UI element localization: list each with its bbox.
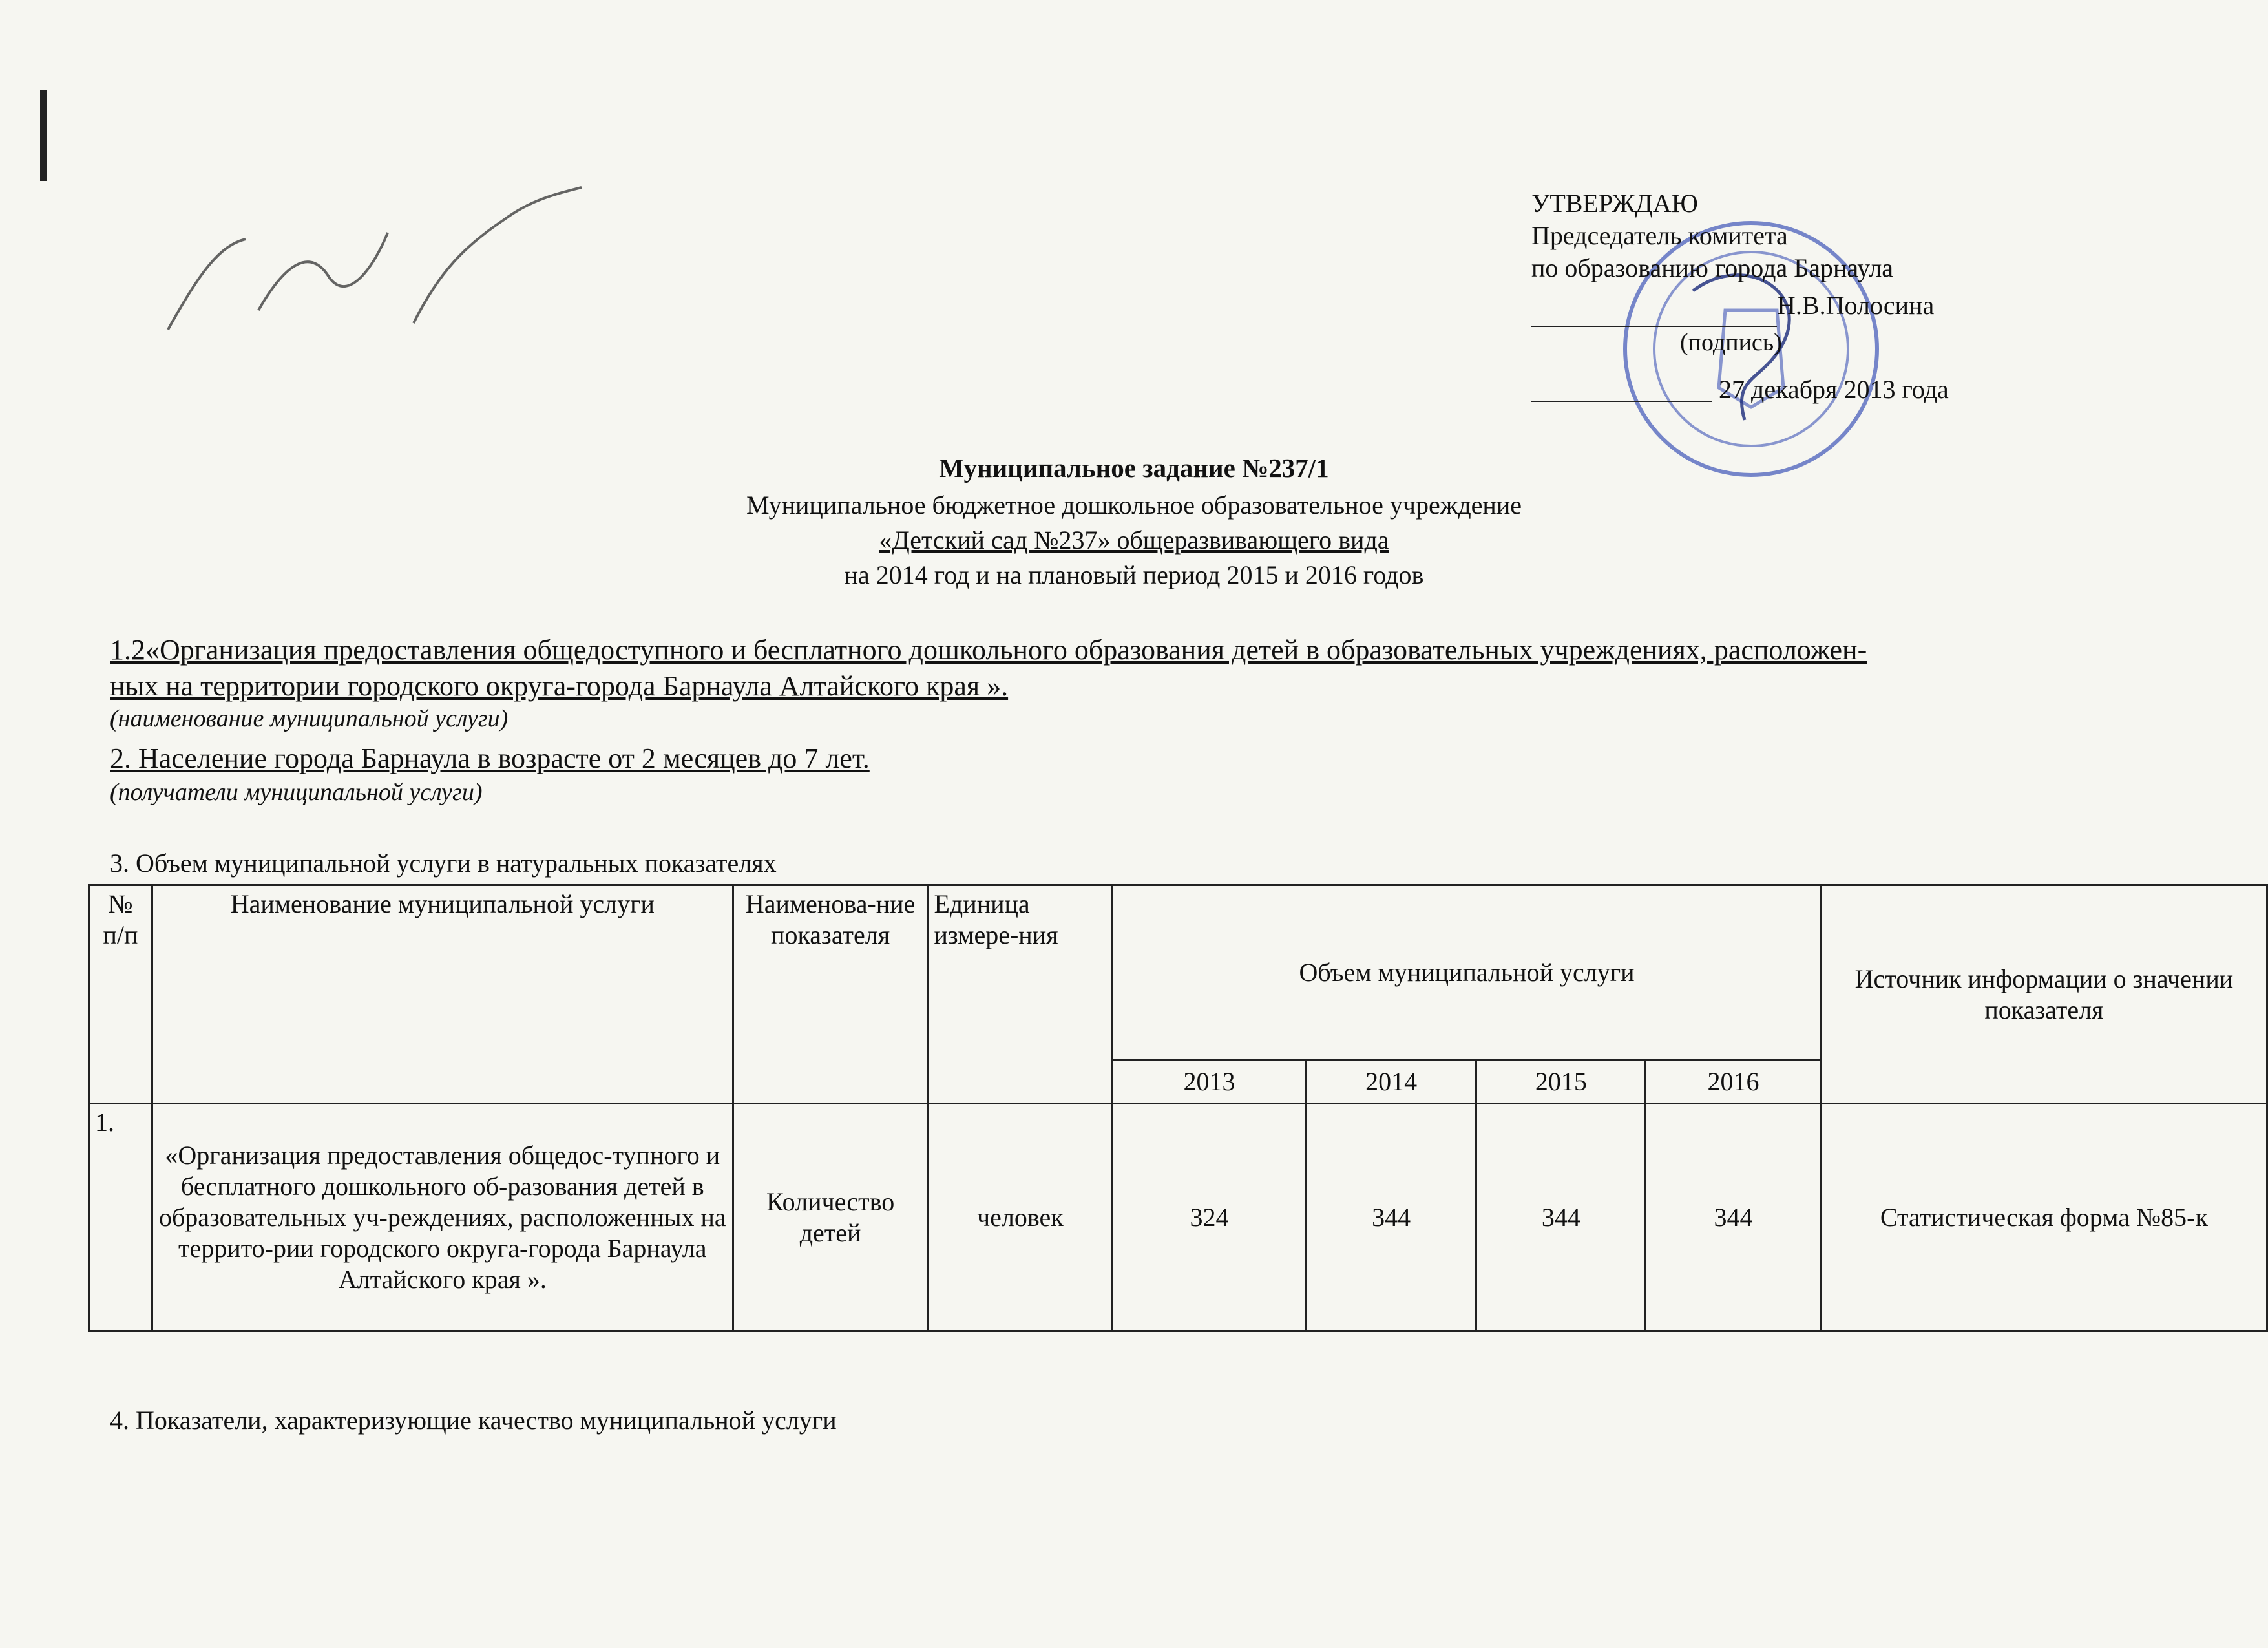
margin-mark: [40, 90, 47, 181]
service-name-line1: 1.2«Организация предоставления общедоступного и бесплатного дошкольного образования детей в образовательных учреждениях, расположен-: [110, 634, 1867, 666]
service-recipients: 2. Население города Барнаула в возрасте от 2 месяцев до 7 лет.: [110, 743, 870, 774]
document-title: Муниципальное задание №237/1: [939, 453, 1329, 483]
header-volume: Объем муниципальной услуги: [1113, 885, 1822, 1060]
date-line: [1531, 401, 1712, 402]
approval-date: 27 декабря 2013 года: [1719, 375, 1949, 404]
row-value-2014: 344: [1306, 1104, 1476, 1331]
signature-label: (подпись): [1680, 329, 1782, 356]
header-service: Наименование муниципальной услуги: [152, 885, 733, 1104]
approver-name: Н.В.Полосина: [1777, 291, 1935, 320]
header-indicator: Наименова-ние показателя: [733, 885, 928, 1104]
header-year: 2014: [1306, 1060, 1476, 1104]
row-value-2016: 344: [1646, 1104, 1822, 1331]
institution-name: «Детский сад №237» общеразвивающего вида: [879, 525, 1389, 555]
header-num: № п/п: [89, 885, 152, 1104]
row-service: «Организация предоставления общедос-тупного и бесплатного дошкольного об-разования детей в образовательных уч-реждениях, расположенных на террито-рии городского округа-города Барнаула Алтайского края ».: [152, 1104, 733, 1331]
approval-title: УТВЕРЖДАЮ: [1531, 189, 1698, 218]
row-unit: человек: [928, 1104, 1113, 1331]
approval-position-dept: по образованию города Барнаула: [1531, 253, 1894, 282]
row-value-2013: 324: [1113, 1104, 1307, 1331]
header-unit: Единица измере-ния: [928, 885, 1113, 1104]
header-year: 2016: [1646, 1060, 1822, 1104]
handwritten-note: [52, 116, 633, 336]
row-indicator: Количество детей: [733, 1104, 928, 1331]
institution-type: Муниципальное бюджетное дошкольное образовательное учреждение: [746, 491, 1522, 520]
volume-heading: 3. Объем муниципальной услуги в натуральных показателях: [110, 849, 777, 878]
header-source: Источник информации о значении показателя: [1821, 885, 2267, 1104]
row-num: 1.: [89, 1104, 152, 1331]
service-name-note: (наименование муниципальной услуги): [110, 705, 509, 732]
table-row: [89, 1104, 2267, 1331]
service-name-line2: ных на территории городского округа-города Барнаула Алтайского края ».: [110, 670, 1009, 702]
service-recipients-note: (получатели муниципальной услуги): [110, 779, 483, 806]
row-value-2015: 344: [1476, 1104, 1646, 1331]
approval-position: Председатель комитета: [1531, 221, 1788, 250]
plan-period: на 2014 год и на плановый период 2015 и 2016 годов: [844, 560, 1424, 589]
header-year: 2015: [1476, 1060, 1646, 1104]
quality-heading: 4. Показатели, характеризующие качество муниципальной услуги: [110, 1406, 837, 1435]
volume-table: [88, 884, 2268, 1332]
row-source: Статистическая форма №85-к: [1821, 1104, 2267, 1331]
header-year: 2013: [1113, 1060, 1307, 1104]
